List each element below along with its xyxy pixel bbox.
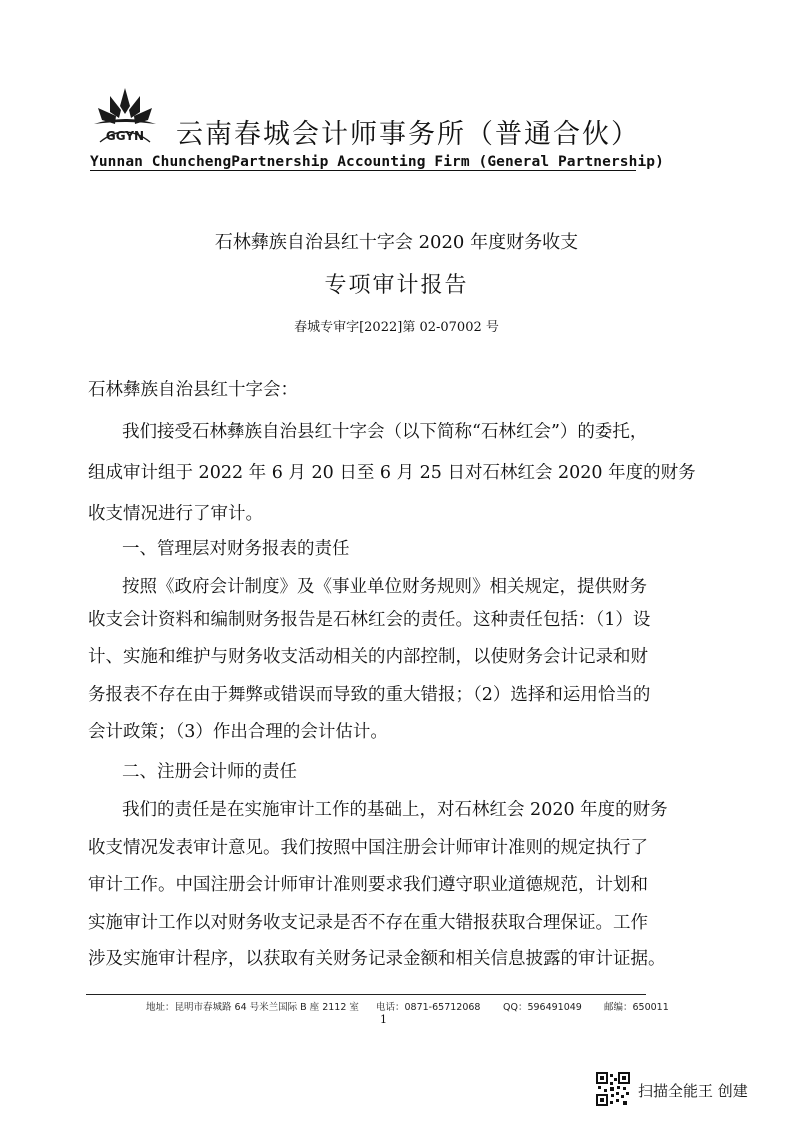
body-line: 我们的责任是在实施审计工作的基础上，对石林红会 2020 年度的财务 [122, 800, 668, 820]
section-heading-1: 一、管理层对财务报表的责任 [122, 539, 350, 559]
body-line: 计、实施和维护与财务收支活动相关的内部控制，以使财务会计记录和财 [88, 647, 648, 667]
salutation: 石林彝族自治县红十字会： [88, 380, 298, 400]
firm-logo [88, 84, 162, 148]
body-line: 会计政策；（3）作出合理的会计估计。 [88, 722, 388, 742]
firm-name-en: Yunnan ChunchengPartnership Accounting Firm (General Partnership) [90, 154, 664, 170]
body-line: 收支会计资料和编制财务报告是石林红会的责任。这种责任包括：（1）设 [88, 610, 651, 630]
footer-rule [86, 994, 646, 995]
body-line: 实施审计工作以对财务收支记录是否不存在重大错报获取合理保证。工作 [88, 913, 648, 933]
body-line: 审计工作。中国注册会计师审计准则要求我们遵守职业道德规范，计划和 [88, 875, 648, 895]
letterhead-underline [90, 170, 636, 171]
body-line: 收支情况进行了审计。 [88, 504, 263, 524]
body-line: 收支情况发表审计意见。我们按照中国注册会计师审计准则的规定执行了 [88, 838, 648, 858]
firm-name-cn: 云南春城会计师事务所（普通合伙） [176, 119, 640, 150]
body-line: 组成审计组于 2022 年 6 月 20 日至 6 月 25 日对石林红会 2020 年度的财务 [88, 463, 696, 483]
report-title-line2: 专项审计报告 [324, 273, 469, 298]
body-line: 务报表不存在由于舞弊或错误而导致的重大错报；（2）选择和运用恰当的 [88, 685, 651, 705]
body-line: 我们接受石林彝族自治县红十字会（以下简称“石林红会”）的委托， [122, 422, 648, 442]
body-line: 涉及实施审计程序，以获取有关财务记录金额和相关信息披露的审计证据。 [88, 949, 666, 969]
report-title-line1: 石林彝族自治县红十字会 2020 年度财务收支 [214, 232, 579, 253]
body-line: 按照《政府会计制度》及《事业单位财务规则》相关规定，提供财务 [122, 577, 647, 597]
footer-postcode: 邮编：650011 [604, 1002, 669, 1013]
page-number: 1 [380, 1013, 387, 1026]
footer-address: 地址：昆明市春城路 64 号米兰国际 B 座 2112 室 [146, 1002, 359, 1013]
scanner-watermark-text: 扫描全能王 创建 [638, 1082, 748, 1100]
section-heading-2: 二、注册会计师的责任 [122, 762, 297, 782]
document-number: 春城专审字[2022]第 02-07002 号 [294, 320, 499, 335]
footer-phone: 电话：0871-65712068 [376, 1002, 481, 1013]
footer-qq: QQ：596491049 [503, 1002, 582, 1013]
qr-code-icon [596, 1072, 630, 1106]
logo-text: GGYN [105, 129, 145, 143]
